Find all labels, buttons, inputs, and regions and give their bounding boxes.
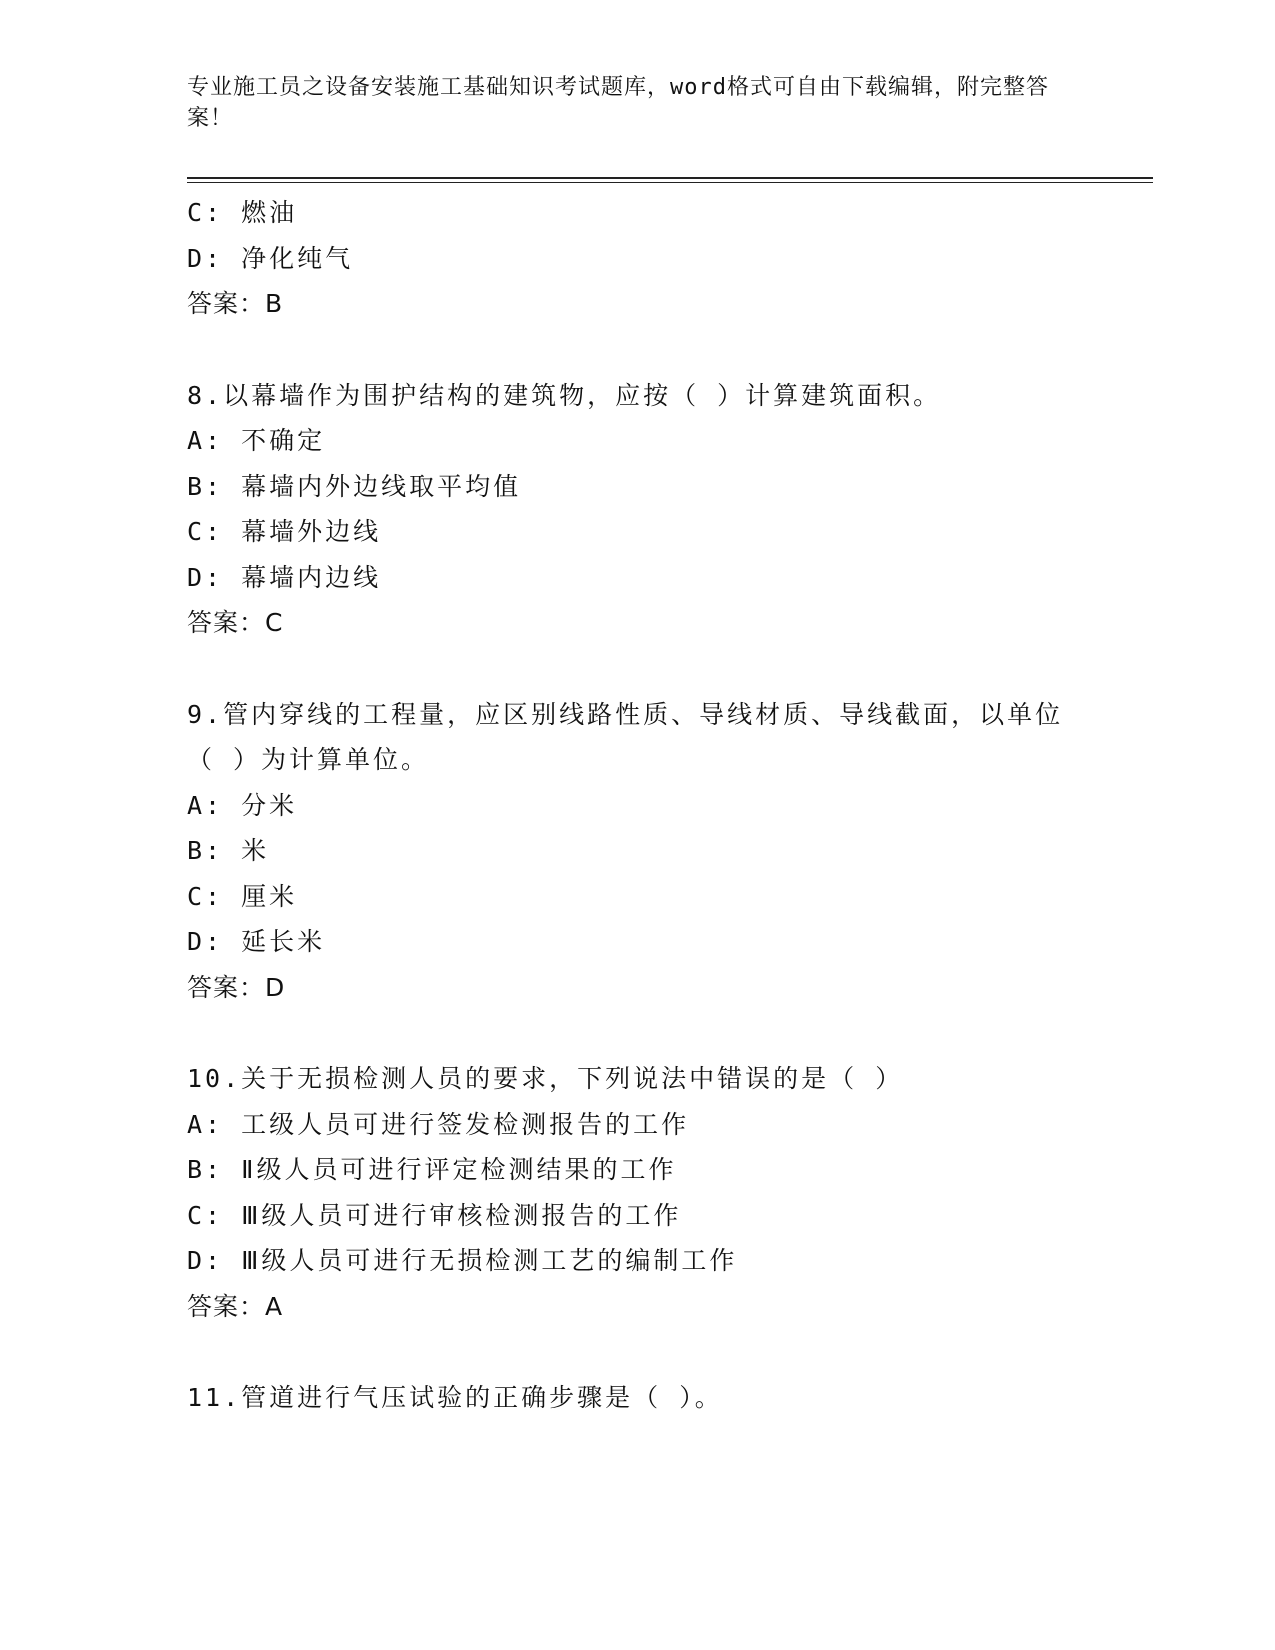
option-a: A: 不确定 [187,426,326,455]
spacer [187,1010,1087,1056]
question-9 [187,692,1087,1011]
option-c: C: 厘米 [187,881,298,911]
question-text: 9.管内穿线的工程量，应区别线路性质、导线材质、导线截面，以单位（ ）为计算单位。 [187,699,1064,774]
question-8 [187,373,1087,646]
question-11 [187,1375,1087,1421]
option-d: D: 幕墙内边线 [187,562,382,592]
option-b: B: Ⅱ级人员可进行评定检测结果的工作 [187,1155,677,1184]
answer-line: 答案：C [187,608,284,637]
answer-line: 答案：A [187,1291,284,1321]
header-title: 专业施工员之设备安装施工基础知识考试题库，word格式可自由下载编辑，附完整答案！ [187,75,1049,131]
answer-line: 答案：B [187,289,284,318]
question-10 [187,1056,1087,1329]
option-c: C: Ⅲ级人员可进行审核检测报告的工作 [187,1200,682,1230]
option-a: A: 工级人员可进行签发检测报告的工作 [187,1109,690,1139]
option-d: D: 延长米 [187,927,326,956]
header-rule-thick [187,177,1153,179]
option-c: C: 燃油 [187,198,298,227]
question-text: 11.管道进行气压试验的正确步骤是（ ）。 [187,1383,723,1412]
option-d: D: 净化纯气 [187,243,354,273]
option-b: B: 米 [187,836,270,865]
spacer [187,327,1087,373]
page-header [187,72,1067,134]
question-7-continued [187,190,1087,327]
option-d: D: Ⅲ级人员可进行无损检测工艺的编制工作 [187,1246,738,1275]
answer-line: 答案：D [187,972,286,1002]
spacer [187,646,1087,692]
question-text: 10.关于无损检测人员的要求，下列说法中错误的是（ ） [187,1064,904,1093]
option-c: C: 幕墙外边线 [187,517,382,546]
header-rule-thin [187,182,1153,183]
spacer [187,1329,1087,1375]
question-text: 8.以幕墙作为围护结构的建筑物，应按（ ）计算建筑面积。 [187,380,942,410]
document-body [187,190,1087,1421]
option-b: B: 幕墙内外边线取平均值 [187,471,522,501]
option-a: A: 分米 [187,790,298,820]
